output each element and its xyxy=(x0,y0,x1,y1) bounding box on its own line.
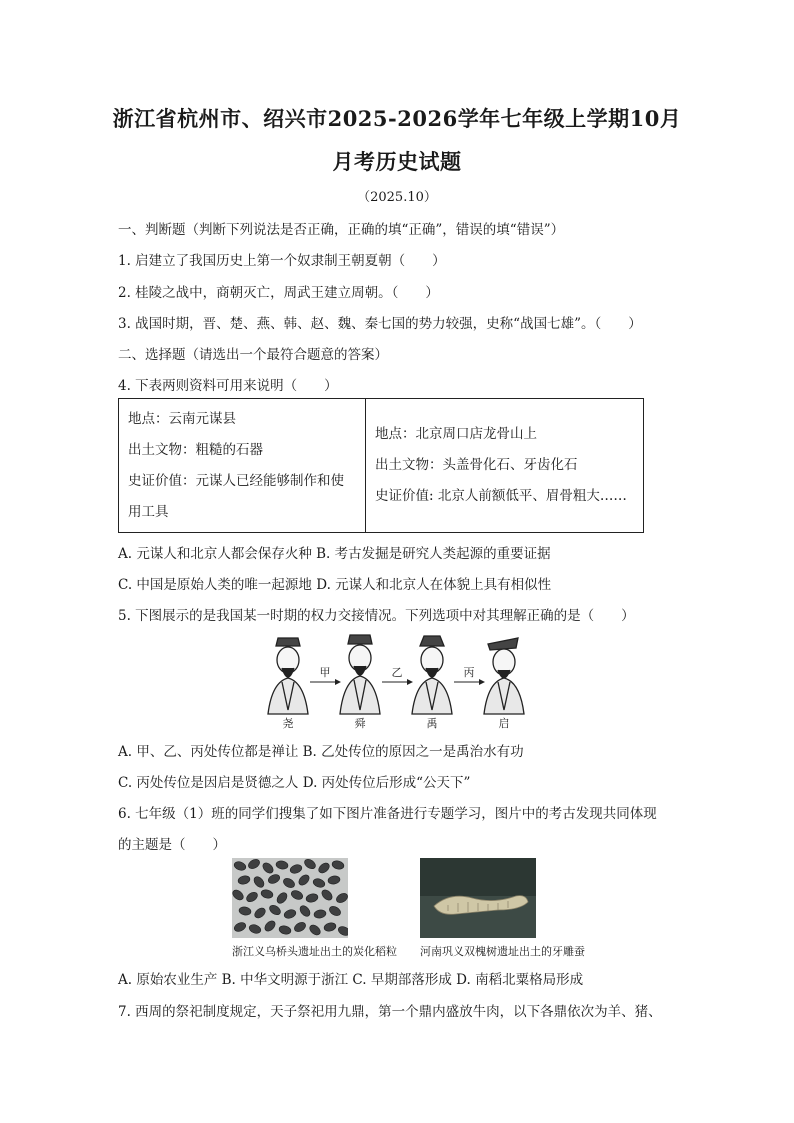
portrait-label-shun: 舜 xyxy=(354,717,366,730)
question-5-stem: 5. 下图展示的是我国某一时期的权力交接情况。下列选项中对其理解正确的是（ ） xyxy=(118,608,635,624)
portrait-label-qi: 启 xyxy=(498,717,510,730)
question-6-stem-line2: 的主题是（ ） xyxy=(118,837,226,853)
exam-title-line1: 浙江省杭州市、绍兴市2025-2026学年七年级上学期10月 xyxy=(112,106,682,131)
question-7-stem-line1: 7. 西周的祭祀制度规定，天子祭祀用九鼎，第一个鼎内盛放牛肉，以下各鼎依次为羊、猪、 xyxy=(118,1004,662,1020)
exam-date: （2025.10） xyxy=(357,190,437,205)
arrow-label-bing: 丙 xyxy=(463,666,475,679)
q5-succession-figure xyxy=(264,630,530,730)
exam-title-line2: 月考历史试题 xyxy=(332,149,462,174)
q5-options-cd: C. 丙处传位是因启是贤德之人 D. 丙处传位后形成“公天下” xyxy=(118,775,471,791)
portrait-shun xyxy=(340,635,380,714)
rice-grains-photo xyxy=(232,858,348,938)
q4-left-line: 出土文物：粗糙的石器 xyxy=(128,441,263,458)
question-2: 2. 桂陵之战中，商朝灭亡，周武王建立周朝。（ ） xyxy=(118,285,439,301)
caption-ivory-silkworm: 河南巩义双槐树遗址出土的牙雕蚕 xyxy=(420,945,585,958)
q4-source-table xyxy=(118,398,644,533)
q4-options-cd: C. 中国是原始人类的唯一起源地 D. 元谋人和北京人在体貌上具有相似性 xyxy=(118,577,552,593)
q4-left-line: 用工具 xyxy=(128,503,169,520)
question-6-stem-line1: 6. 七年级（1）班的同学们搜集了如下图片准备进行专题学习，图片中的考古发现共同体现 xyxy=(118,806,657,822)
q4-source-right xyxy=(366,399,644,533)
q4-right-line: 史证价值: 北京人前额低平、眉骨粗大…… xyxy=(375,488,627,504)
portrait-qi xyxy=(484,638,524,714)
q4-left-line: 史证价值：元谋人已经能够制作和使 xyxy=(128,472,344,489)
ivory-silkworm-photo xyxy=(420,858,536,938)
portrait-yu xyxy=(412,636,452,714)
section1-heading: 一、判断题（判断下列说法是否正确，正确的填“正确”，错误的填“错误”） xyxy=(118,222,565,238)
arrow-label-yi: 乙 xyxy=(391,666,403,679)
q4-right-line: 出土文物：头盖骨化石、牙齿化石 xyxy=(375,457,578,473)
q5-options-ab: A. 甲、乙、丙处传位都是禅让 B. 乙处传位的原因之一是禹治水有功 xyxy=(118,744,524,760)
question-4-stem: 4. 下表两则资料可用来说明（ ） xyxy=(118,378,338,394)
caption-rice-grains: 浙江义乌桥头遗址出土的炭化稻粒 xyxy=(232,945,397,958)
question-3: 3. 战国时期，晋、楚、燕、韩、赵、魏、秦七国的势力较强，史称“战国七雄”。（ ） xyxy=(118,316,642,332)
q4-options-ab: A. 元谋人和北京人都会保存火种 B. 考古发掘是研究人类起源的重要证据 xyxy=(118,546,551,562)
q6-options: A. 原始农业生产 B. 中华文明源于浙江 C. 早期部落形成 D. 南稻北粟格局形成 xyxy=(118,972,584,988)
section2-heading: 二、选择题（请选出一个最符合题意的答案） xyxy=(118,347,388,363)
portrait-yao xyxy=(268,638,308,714)
arrow-label-jia: 甲 xyxy=(319,666,331,679)
portrait-label-yao: 尧 xyxy=(282,717,294,730)
q4-right-line: 地点：北京周口店龙骨山上 xyxy=(375,426,537,442)
q4-source-left xyxy=(119,399,366,533)
q4-left-line: 地点：云南元谋县 xyxy=(128,410,236,427)
portrait-label-yu: 禹 xyxy=(426,717,438,730)
question-1: 1. 启建立了我国历史上第一个奴隶制王朝夏朝（ ） xyxy=(118,253,446,269)
